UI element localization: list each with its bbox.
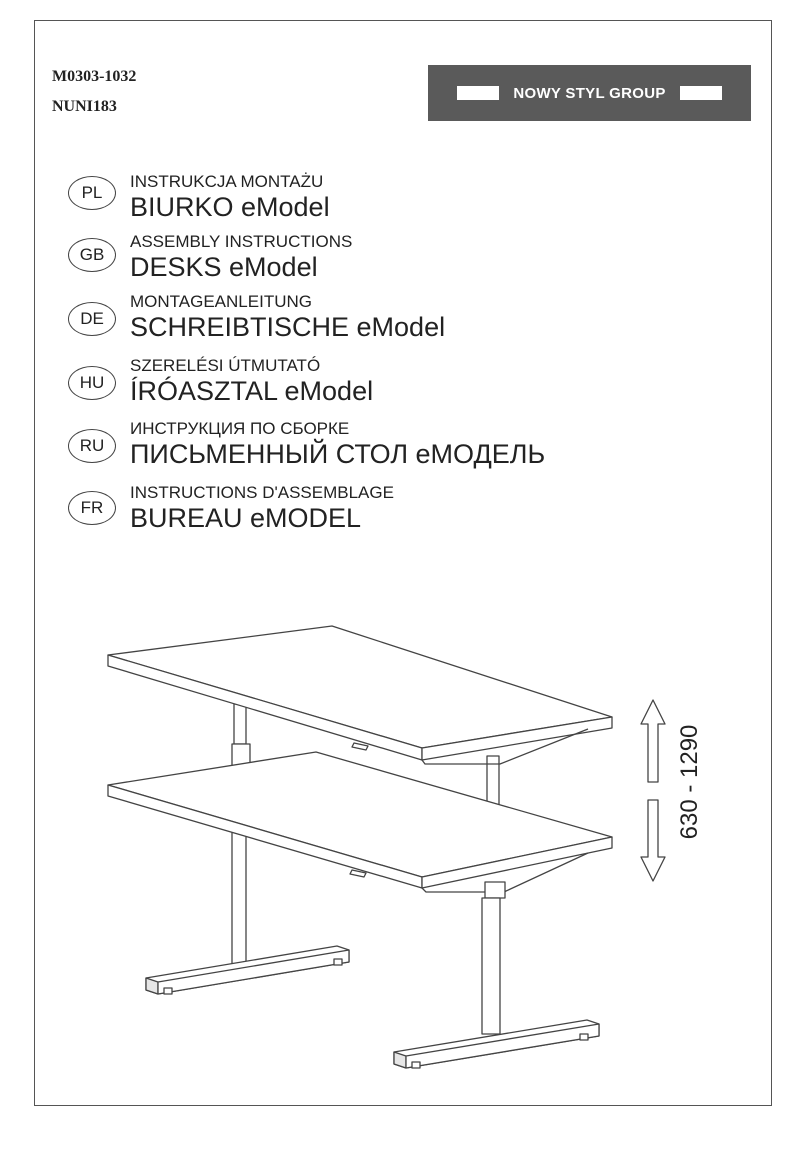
language-subtitle: ASSEMBLY INSTRUCTIONS	[130, 232, 353, 251]
height-range-label: 630 - 1290	[676, 724, 703, 840]
language-subtitle: INSTRUKCJA MONTAŻU	[130, 172, 324, 191]
language-badge: DE	[68, 302, 116, 336]
language-title: ÍRÓASZTAL eModel	[130, 376, 374, 406]
language-subtitle: INSTRUCTIONS D'ASSEMBLAGE	[130, 483, 394, 502]
language-badge: GB	[68, 238, 116, 272]
product-code: M0303-1032	[52, 68, 137, 85]
catalog-code: NUNI183	[52, 98, 117, 115]
brand-name: NOWY STYL GROUP	[513, 84, 666, 102]
raised-desktop	[108, 626, 612, 764]
language-subtitle: SZERELÉSI ÚTMUTATÓ	[130, 356, 321, 375]
language-badge: RU	[68, 429, 116, 463]
language-title: BIURKO eModel	[130, 192, 330, 222]
language-subtitle: MONTAGEANLEITUNG	[130, 292, 312, 311]
language-title: SCHREIBTISCHE eModel	[130, 312, 446, 342]
lower-right-leg	[394, 882, 599, 1068]
height-arrows	[641, 700, 665, 881]
language-badge: PL	[68, 176, 116, 210]
language-badge: HU	[68, 366, 116, 400]
language-subtitle: ИНСТРУКЦИЯ ПО СБОРКЕ	[130, 419, 350, 438]
language-title: BUREAU eMODEL	[130, 503, 362, 533]
language-title: ПИСЬМЕННЫЙ СТОЛ еМОДЕЛЬ	[130, 439, 546, 469]
language-badge: FR	[68, 491, 116, 525]
language-title: DESKS eModel	[130, 252, 318, 282]
lower-desktop	[108, 752, 612, 892]
